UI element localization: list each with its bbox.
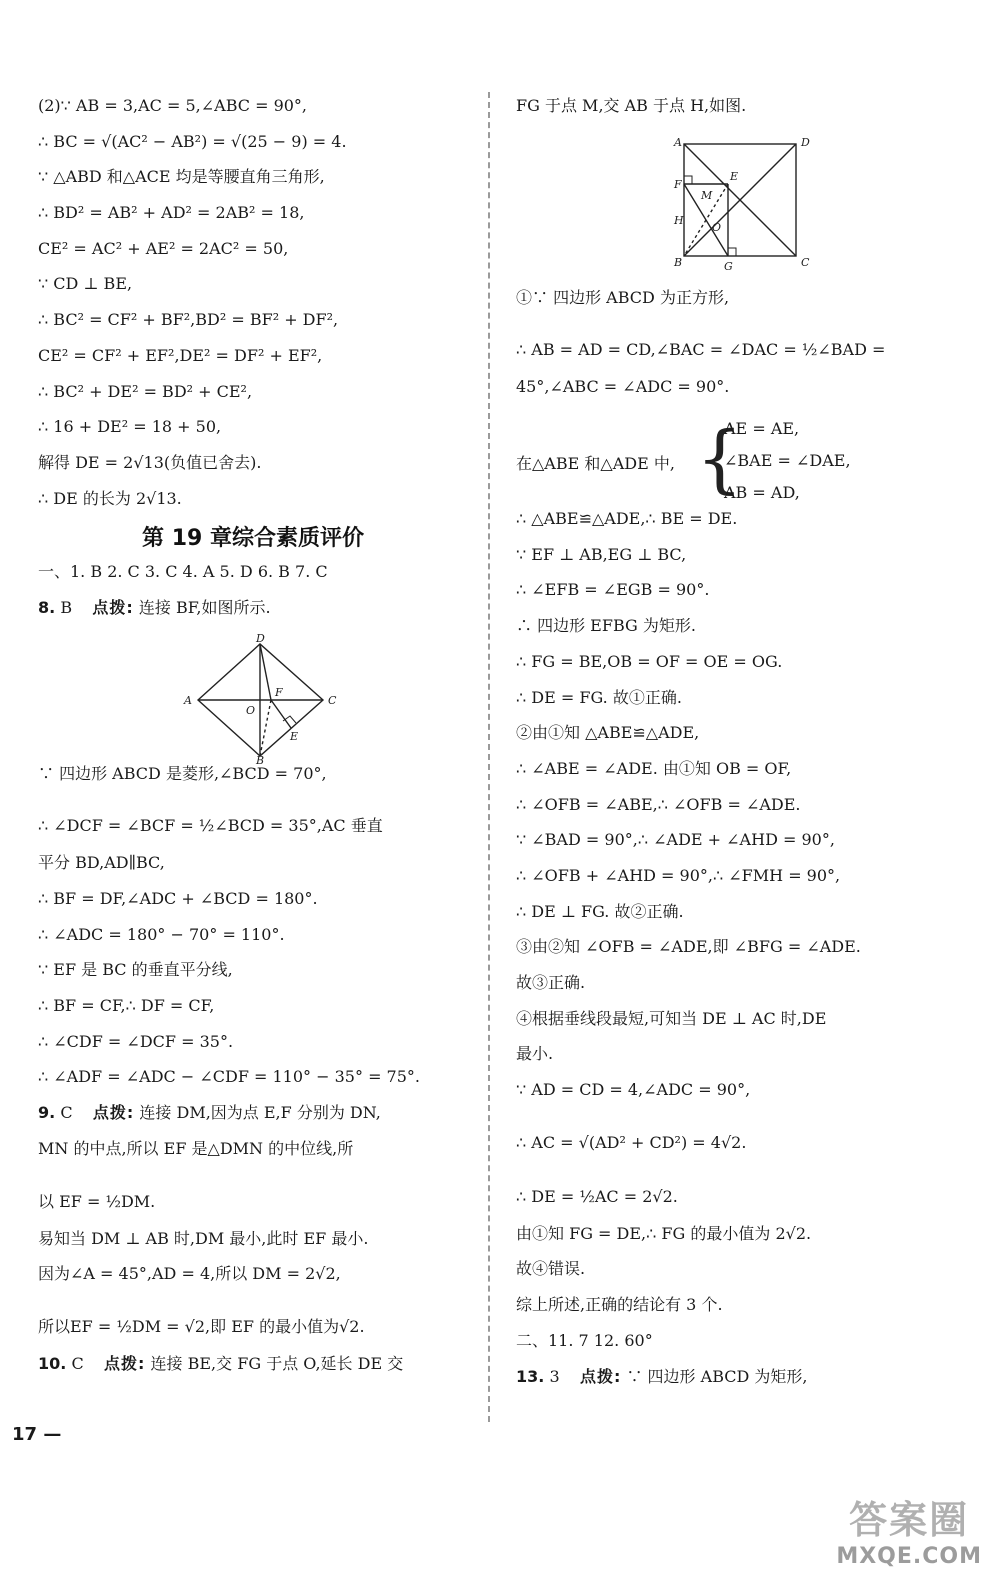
label-a: A — [674, 135, 682, 149]
label-f: F — [275, 685, 283, 699]
text-line: ∴ ∠OFB + ∠AHD = 90°,∴ ∠FMH = 90°, — [516, 865, 841, 885]
answer-letter: C — [60, 1103, 73, 1123]
hint-text: ∵ 四边形 ABCD 为矩形, — [626, 1366, 808, 1386]
congruence-system — [516, 413, 956, 509]
text-line: ∵ △ABD 和△ACE 均是等腰直角三角形, — [38, 167, 325, 187]
text-line: ∴ DE = ½AC = 2√2. — [516, 1186, 678, 1206]
watermark-logo: 答案圈 — [849, 1498, 970, 1542]
system-lead: 在△ABE 和△ADE 中, — [516, 454, 675, 474]
text-line: ∴ DE = FG. 故①正确. — [516, 687, 682, 707]
text-line: ∴ AC = √(AD² + CD²) = 4√2. — [516, 1132, 747, 1152]
text-line: ④根据垂线段最短,可知当 DE ⊥ AC 时,DE — [516, 1008, 827, 1028]
text-line: ∴ ∠DCF = ∠BCF = ½∠BCD = 35°,AC 垂直 — [38, 816, 383, 836]
label-o: O — [712, 220, 722, 234]
label-d: D — [256, 633, 265, 645]
question-13 — [516, 1367, 956, 1403]
system-condition: AB = AD, — [724, 483, 800, 503]
left-brace: { — [696, 416, 744, 503]
label-b: B — [256, 753, 265, 764]
section-title: 第 19 章综合素质评价 — [142, 526, 364, 552]
label-c: C — [328, 693, 337, 707]
label-g: G — [724, 259, 733, 273]
text-line: ∴ BC = √(AC² − AB²) = √(25 − 9) = 4. — [38, 131, 347, 151]
text-line: 平分 BD,AD∥BC, — [38, 853, 165, 873]
text-line: ①∵ 四边形 ABCD 为正方形, — [516, 287, 730, 307]
system-condition: ∠BAE = ∠DAE, — [724, 451, 851, 471]
text-line: ∴ ∠ADF = ∠ADC − ∠CDF = 110° − 35° = 75°. — [38, 1067, 420, 1087]
text-line: 故③正确. — [516, 973, 586, 992]
answers-row-2: 二、11. 7 12. 60° — [516, 1330, 653, 1350]
right-angle-mark — [283, 716, 296, 723]
text-line: 因为∠A = 45°,AD = 4,所以 DM = 2√2, — [38, 1264, 341, 1284]
label-o: O — [246, 703, 256, 717]
left-column — [38, 96, 468, 1390]
label-a: A — [184, 693, 192, 707]
text-line: ∵ EF ⊥ AB,EG ⊥ BC, — [516, 544, 687, 564]
text-line: 由①知 FG = DE,∴ FG 的最小值为 2√2. — [516, 1223, 812, 1243]
hint-text: 连接 DM,因为点 E,F 分别为 DN, — [139, 1103, 381, 1123]
system-condition: AE = AE, — [724, 419, 800, 439]
label-d: D — [801, 135, 810, 149]
text-line: ∵ CD ⊥ BE, — [38, 274, 133, 294]
right-column — [516, 96, 956, 1402]
text-line: ∵ ∠BAD = 90°,∴ ∠ADE + ∠AHD = 90°, — [516, 830, 835, 850]
text-line: 故④错误. — [516, 1259, 586, 1279]
text-line: ∴ ∠EFB = ∠EGB = 90°. — [516, 580, 710, 600]
text-line: ∴ FG = BE,OB = OF = OE = OG. — [516, 651, 783, 671]
text-line: ∵ EF 是 BC 的垂直平分线, — [38, 960, 233, 980]
segment-fe — [271, 700, 291, 728]
text-line: ∴ BD² = AB² + AD² = 2AB² = 18, — [38, 203, 305, 223]
column-divider — [488, 92, 490, 1422]
text-line: ∴ ∠ADC = 180° − 70° = 110°. — [38, 924, 285, 944]
text-line: 解得 DE = 2√13(负值已舍去). — [38, 452, 262, 472]
text-line: 所以EF = ½DM = √2,即 EF 的最小值为√2. — [38, 1316, 365, 1336]
answer-value: 3 — [549, 1366, 560, 1386]
text-line: ∵ AD = CD = 4,∠ADC = 90°, — [516, 1080, 751, 1100]
watermark-site: MXQE.COM — [836, 1544, 982, 1569]
text-line: ∴ △ABE≌△ADE,∴ BE = DE. — [516, 509, 738, 529]
question-10 — [38, 1354, 468, 1390]
label-f: F — [674, 177, 682, 191]
watermark — [836, 1489, 982, 1569]
hint-text: 连接 BE,交 FG 于点 O,延长 DE 交 — [150, 1353, 404, 1373]
text-line: ∴ ∠OFB = ∠ABE,∴ ∠OFB = ∠ADE. — [516, 794, 801, 814]
text-line: ∴ AB = AD = CD,∠BAC = ∠DAC = ½∠BAD = — [516, 340, 886, 360]
hint-keyword: 点拨: — [92, 597, 134, 617]
text-line: ∴ BF = DF,∠ADC + ∠BCD = 180°. — [38, 889, 318, 908]
answer-letter: B — [60, 597, 73, 617]
label-e: E — [730, 169, 739, 183]
page-number: 17 — — [12, 1424, 62, 1445]
square-figure — [516, 132, 956, 288]
question-number: 13. — [516, 1366, 545, 1386]
text-line: ∴ DE 的长为 2√13. — [38, 488, 182, 508]
hint-keyword: 点拨: — [579, 1366, 622, 1386]
answers-row: 一、1. B 2. C 3. C 4. A 5. D 6. B 7. C — [38, 562, 328, 582]
label-b: B — [674, 255, 683, 269]
label-e: E — [290, 729, 299, 743]
right-angle-f — [684, 176, 692, 184]
text-line: ②由①知 △ABE≌△ADE, — [516, 723, 700, 743]
label-m: M — [701, 188, 713, 202]
text-line: ∴ BC² + DE² = BD² + CE², — [38, 381, 253, 401]
text-line: ∴ BC² = CF² + BF²,BD² = BF² + DF², — [38, 310, 339, 330]
text-line: 综上所述,正确的结论有 3 个. — [516, 1295, 723, 1315]
text-line: 易知当 DM ⊥ AB 时,DM 最小,此时 EF 最小. — [38, 1228, 369, 1248]
right-angle-g — [728, 248, 736, 256]
answer-letter: C — [71, 1353, 84, 1373]
hint-keyword: 点拨: — [104, 1353, 146, 1373]
text-line: ③由②知 ∠OFB = ∠ADE,即 ∠BFG = ∠ADE. — [516, 937, 861, 957]
text-line: 45°,∠ABC = ∠ADC = 90°. — [516, 377, 730, 397]
question-number: 8. — [38, 597, 56, 617]
question-8 — [38, 598, 468, 634]
text-line: MN 的中点,所以 EF 是△DMN 的中位线,所 — [38, 1138, 354, 1158]
text-line: ∴ DE ⊥ FG. 故②正确. — [516, 901, 684, 921]
question-number: 9. — [38, 1103, 56, 1123]
hint-text: 连接 BF,如图所示. — [138, 597, 271, 617]
hint-keyword: 点拨: — [92, 1103, 135, 1123]
rhombus-figure — [38, 634, 468, 764]
label-c: C — [801, 255, 810, 269]
question-9 — [38, 1103, 468, 1139]
text-line: ∴ ∠ABE = ∠ADE. 由①知 OB = OF, — [516, 758, 792, 778]
text-line: (2)∵ AB = 3,AC = 5,∠ABC = 90°, — [38, 96, 308, 115]
text-line: ∴ 四边形 EFBG 为矩形. — [516, 616, 696, 636]
text-line: ∵ 四边形 ABCD 是菱形,∠BCD = 70°, — [38, 763, 327, 783]
text-line: ∴ BF = CF,∴ DF = CF, — [38, 996, 215, 1016]
text-line: ∴ ∠CDF = ∠DCF = 35°. — [38, 1031, 234, 1051]
text-line: 以 EF = ½DM. — [38, 1191, 156, 1211]
text-line: FG 于点 M,交 AB 于点 H,如图. — [516, 96, 747, 115]
text-line: ∴ 16 + DE² = 18 + 50, — [38, 417, 222, 437]
text-line: CE² = AC² + AE² = 2AC² = 50, — [38, 238, 289, 258]
text-line: 最小. — [516, 1044, 554, 1064]
label-h: H — [674, 213, 684, 227]
text-line: CE² = CF² + EF²,DE² = DF² + EF², — [38, 345, 323, 365]
question-number: 10. — [38, 1353, 67, 1373]
